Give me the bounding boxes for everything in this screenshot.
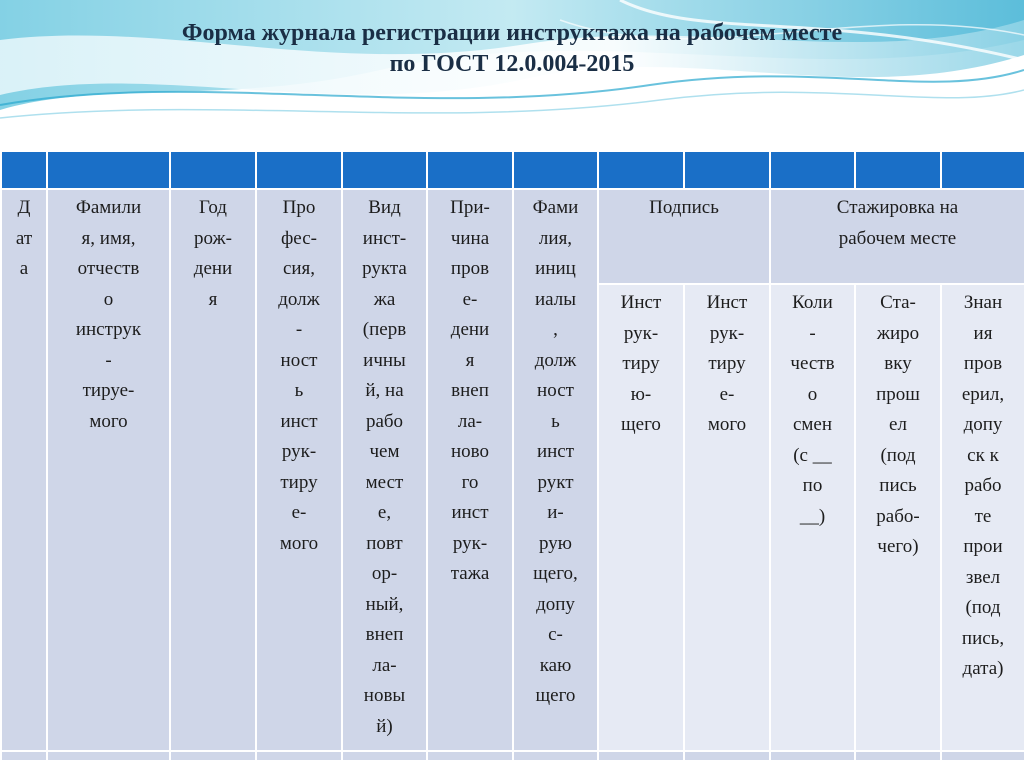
registration-journal-table bbox=[0, 150, 1024, 762]
col-trainee-name: Фамили я, имя, отчеств о инструк - тируе- мого bbox=[47, 189, 170, 751]
table-cell bbox=[941, 751, 1024, 761]
column-header-row bbox=[1, 189, 1024, 284]
header-bar-cell bbox=[598, 151, 684, 189]
col-date: Д ат а bbox=[1, 189, 47, 751]
table-cell bbox=[684, 751, 770, 761]
table-cell bbox=[342, 751, 427, 761]
table-cell bbox=[855, 751, 941, 761]
group-internship: Стажировка на рабочем месте bbox=[770, 189, 1024, 284]
col-unscheduled-reason: При- чина пров е- дени я внеп ла- ново го инст рук- тажа bbox=[427, 189, 513, 751]
header-bar-cell bbox=[256, 151, 342, 189]
header-bar-cell bbox=[170, 151, 256, 189]
title-line-1: Форма журнала регистрации инструктажа на рабочем месте bbox=[181, 20, 843, 46]
page-title bbox=[0, 18, 1024, 80]
header-bar-cell bbox=[941, 151, 1024, 189]
header-bar-cell bbox=[427, 151, 513, 189]
table-cell bbox=[1, 751, 47, 761]
header-bar-cell bbox=[770, 151, 855, 189]
col-trainee-position: Про фес- сия, долж - ност ь инст рук- тиру е- мого bbox=[256, 189, 342, 751]
col-internship-completed: Ста- жиро вку прош ел (под пись рабо- чего) bbox=[855, 284, 941, 751]
table-cell bbox=[598, 751, 684, 761]
header-bar-cell bbox=[47, 151, 170, 189]
title-line-2: по ГОСТ 12.0.004-2015 bbox=[389, 51, 635, 77]
table-cell bbox=[427, 751, 513, 761]
col-birth-year: Год рож- дени я bbox=[170, 189, 256, 751]
header-bar-cell bbox=[855, 151, 941, 189]
table-cell bbox=[170, 751, 256, 761]
header-bar-row bbox=[1, 151, 1024, 189]
table-cell bbox=[47, 751, 170, 761]
header-bar-cell bbox=[342, 151, 427, 189]
header-bar-cell bbox=[1, 151, 47, 189]
table-cell bbox=[513, 751, 598, 761]
header-bar-cell bbox=[684, 151, 770, 189]
col-briefing-type: Вид инст- рукта жа (перв ичны й, на рабо чем мест е, повт ор- ный, внеп ла- новы й) bbox=[342, 189, 427, 751]
col-shift-count: Коли - честв о смен (с __ по __) bbox=[770, 284, 855, 751]
header-bar-cell bbox=[513, 151, 598, 189]
table-cell bbox=[256, 751, 342, 761]
col-instructor-name: Фами лия, иниц иалы , долж ност ь инст рукт и- рую щего, допу с- каю щего bbox=[513, 189, 598, 751]
group-signature: Подпись bbox=[598, 189, 770, 284]
col-signature-instructor: Инст рук- тиру ю- щего bbox=[598, 284, 684, 751]
col-knowledge-checked: Знан ия пров ерил, допу ск к рабо те прои звел (под пись, дата) bbox=[941, 284, 1024, 751]
table-cell bbox=[770, 751, 855, 761]
empty-data-row bbox=[1, 751, 1024, 761]
col-signature-trainee: Инст рук- тиру е- мого bbox=[684, 284, 770, 751]
